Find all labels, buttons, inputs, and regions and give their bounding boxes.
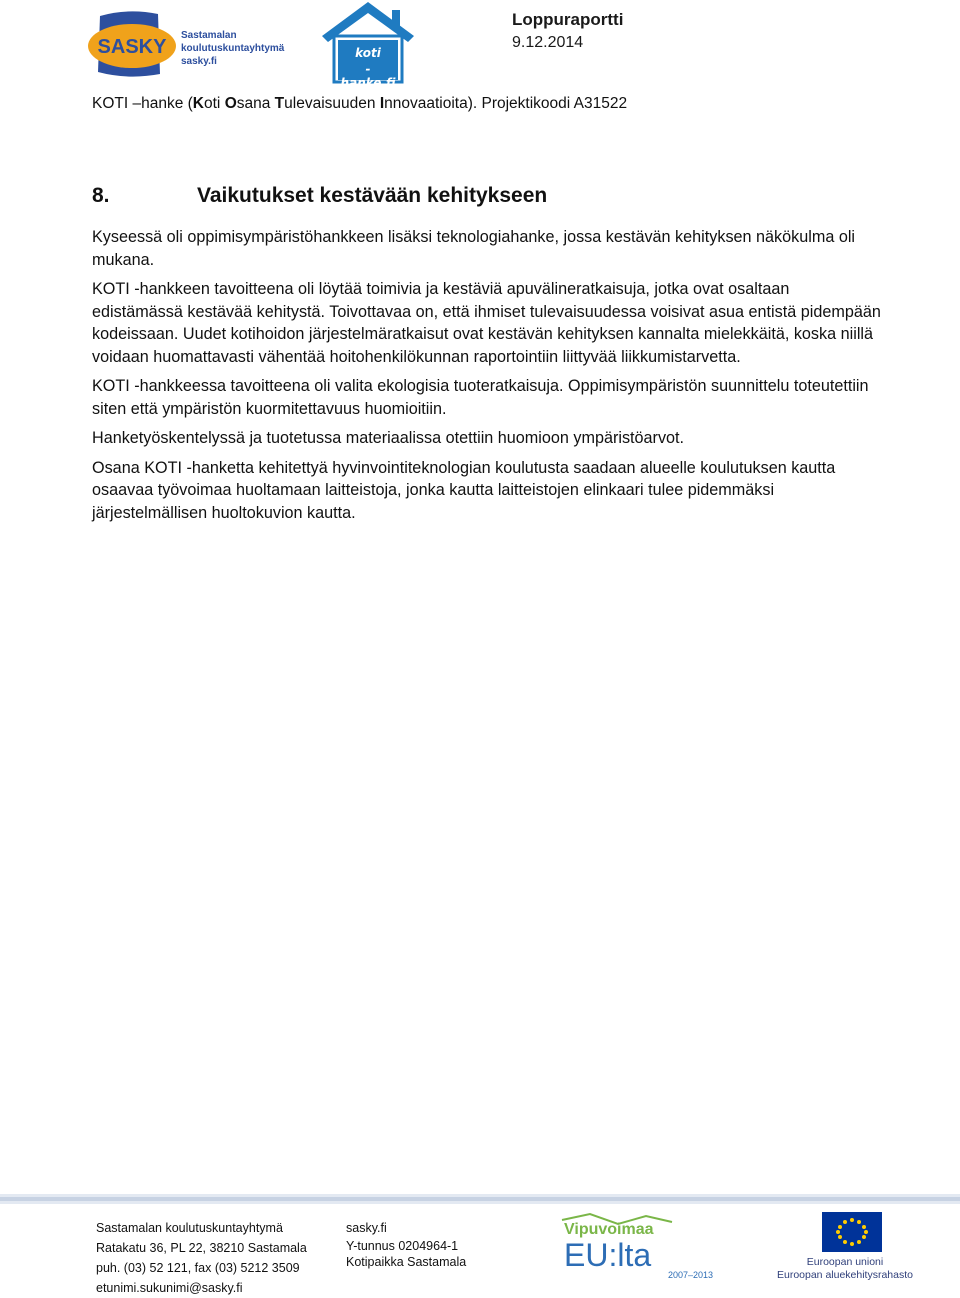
sasky-subtitle-1: Sastamalan <box>181 30 237 41</box>
project-line-part: ulevaisuuden <box>284 95 380 112</box>
sasky-subtitle-3: sasky.fi <box>181 56 217 67</box>
sasky-logo <box>88 8 298 80</box>
vipuvoimaa-title: Vipuvoimaa <box>564 1221 654 1238</box>
report-title: Loppuraportti <box>512 10 624 29</box>
eu-caption-2: Euroopan aluekehitysrahasto <box>776 1269 913 1281</box>
footer-company-info <box>346 1218 466 1270</box>
vipuvoimaa-eu: EU:lta <box>564 1237 652 1273</box>
footer-website: sasky.fi <box>346 1221 387 1235</box>
koti-logo-line-2: -hanke.fi <box>340 62 396 90</box>
project-line-initial: O <box>224 95 237 112</box>
eu-flag-icon <box>770 1212 920 1254</box>
paragraph: Kyseessä oli oppimisympäristöhankkeen lisäksi teknologiahanke, jossa kestävän kehityksen näkökulma oli mukana. <box>92 228 856 269</box>
eu-caption-1: Euroopan unioni <box>806 1256 884 1268</box>
koti-hanke-logo <box>318 0 418 90</box>
koti-logo-line-1: koti <box>355 46 381 60</box>
project-line-initial: T <box>274 95 285 112</box>
footer-domicile: Kotipaikka Sastamala <box>346 1255 467 1269</box>
sasky-word: SASKY <box>97 36 167 58</box>
vipuvoimaa-graphic <box>560 1212 730 1282</box>
project-line-initial: K <box>192 95 204 112</box>
sasky-subtitle-2: koulutuskuntayhtymä <box>181 43 285 54</box>
section-title: Vaikutukset kestävään kehitykseen <box>197 184 548 207</box>
eu-logo <box>770 1212 920 1282</box>
project-line-initial: I <box>379 95 385 112</box>
paragraph: KOTI -hankkeen tavoitteena oli löytää toimivia ja kestäviä apuvälineratkaisuja, jotka ovat osaltaan edistämässä kestävää kehitystä. Toivottavaa on, että ihmiset tulevaisuudessa voisivat asua entistä pidempään kodeissaan. Uudet kotihoidon järjestelmäratkaisut ovat kestävän kehityksen kannalta mielekkäitä, koska niillä voidaan huomattavasti vähentää hoitohenkilökunnan raportointiin liittyvää liikkumistarvetta. <box>92 280 881 366</box>
footer-band <box>0 1190 960 1208</box>
project-line-part: KOTI –hanke ( <box>92 95 193 112</box>
footer-address <box>96 1218 307 1298</box>
paragraph: KOTI -hankkeessa tavoitteena oli valita ekologisia tuoteratkaisuja. Oppimisympäristön suunnittelu toteutettiin siten että ympäristön kuormitettavuus huomioitiin. <box>92 377 869 418</box>
footer-org-name: Sastamalan koulutuskuntayhtymä <box>96 1221 283 1235</box>
vipuvoimaa-years: 2007–2013 <box>668 1270 714 1280</box>
project-line-part: nnovaatioita). Projektikoodi A31522 <box>384 95 628 112</box>
footer-phone: puh. (03) 52 121, fax (03) 5212 3509 <box>96 1261 300 1275</box>
footer-band-graphic <box>0 1190 960 1208</box>
project-line-part: sana <box>236 95 275 112</box>
footer-business-id: Y-tunnus 0204964-1 <box>346 1239 459 1253</box>
project-line <box>92 95 627 113</box>
vipuvoimaa-logo <box>560 1212 730 1282</box>
paragraph: Hanketyöskentelyssä ja tuotetussa materiaalissa otettiin huomioon ympäristöarvot. <box>92 429 685 447</box>
report-date: 9.12.2014 <box>512 34 584 51</box>
section-number: 8. <box>92 184 110 207</box>
footer-email: etunimi.sukunimi@sasky.fi <box>96 1281 243 1295</box>
project-line-part: oti <box>204 95 225 112</box>
footer-street: Ratakatu 36, PL 22, 38210 Sastamala <box>96 1241 307 1255</box>
section-body <box>92 226 882 531</box>
paragraph: Osana KOTI -hanketta kehitettyä hyvinvointiteknologian koulutusta saadaan alueelle koulutuksen kautta osaavaa työvoimaa huoltamaan laitteistoja, jonka kautta laitteistojen elinkaari tulee pidemmäksi järjestelmällisen huoltokuvion kautta. <box>92 458 836 522</box>
